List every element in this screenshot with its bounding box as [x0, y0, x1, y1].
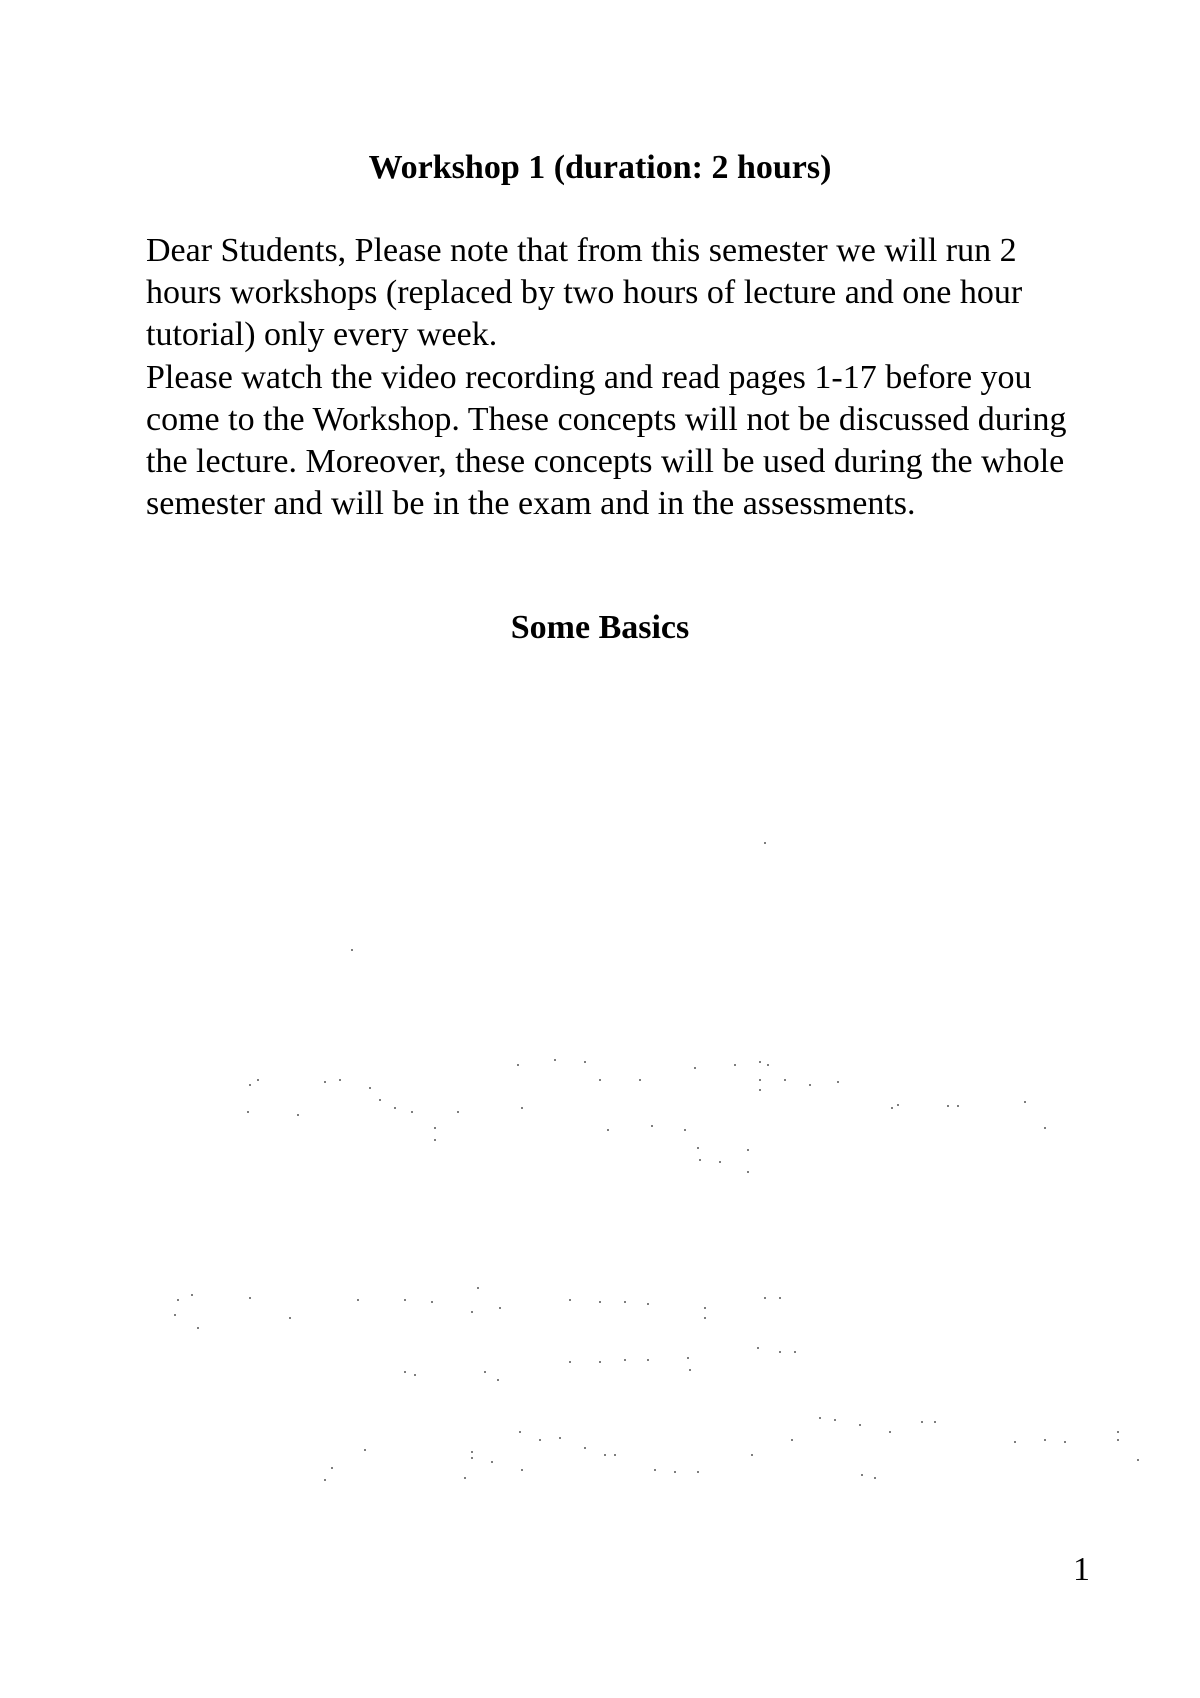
- page-number: 1: [1073, 1551, 1090, 1588]
- intro-text: [146, 230, 1076, 525]
- paragraph-instructions: Please watch the video recording and read pages 1-17 before you come to the Workshop. These concepts will not be discussed during the lecture. Moreover, these concepts will be used during the whole semester and will be in the exam and in the assessments.: [146, 358, 1067, 523]
- section-heading: Some Basics: [510, 609, 690, 646]
- workshop-title: Workshop 1 (duration: 2 hours): [368, 149, 832, 186]
- paragraph-notice: Dear Students, Please note that from this semester we will run 2 hours workshops (replaced by two hours of lecture and one hour tutorial) only every week.: [146, 232, 1023, 354]
